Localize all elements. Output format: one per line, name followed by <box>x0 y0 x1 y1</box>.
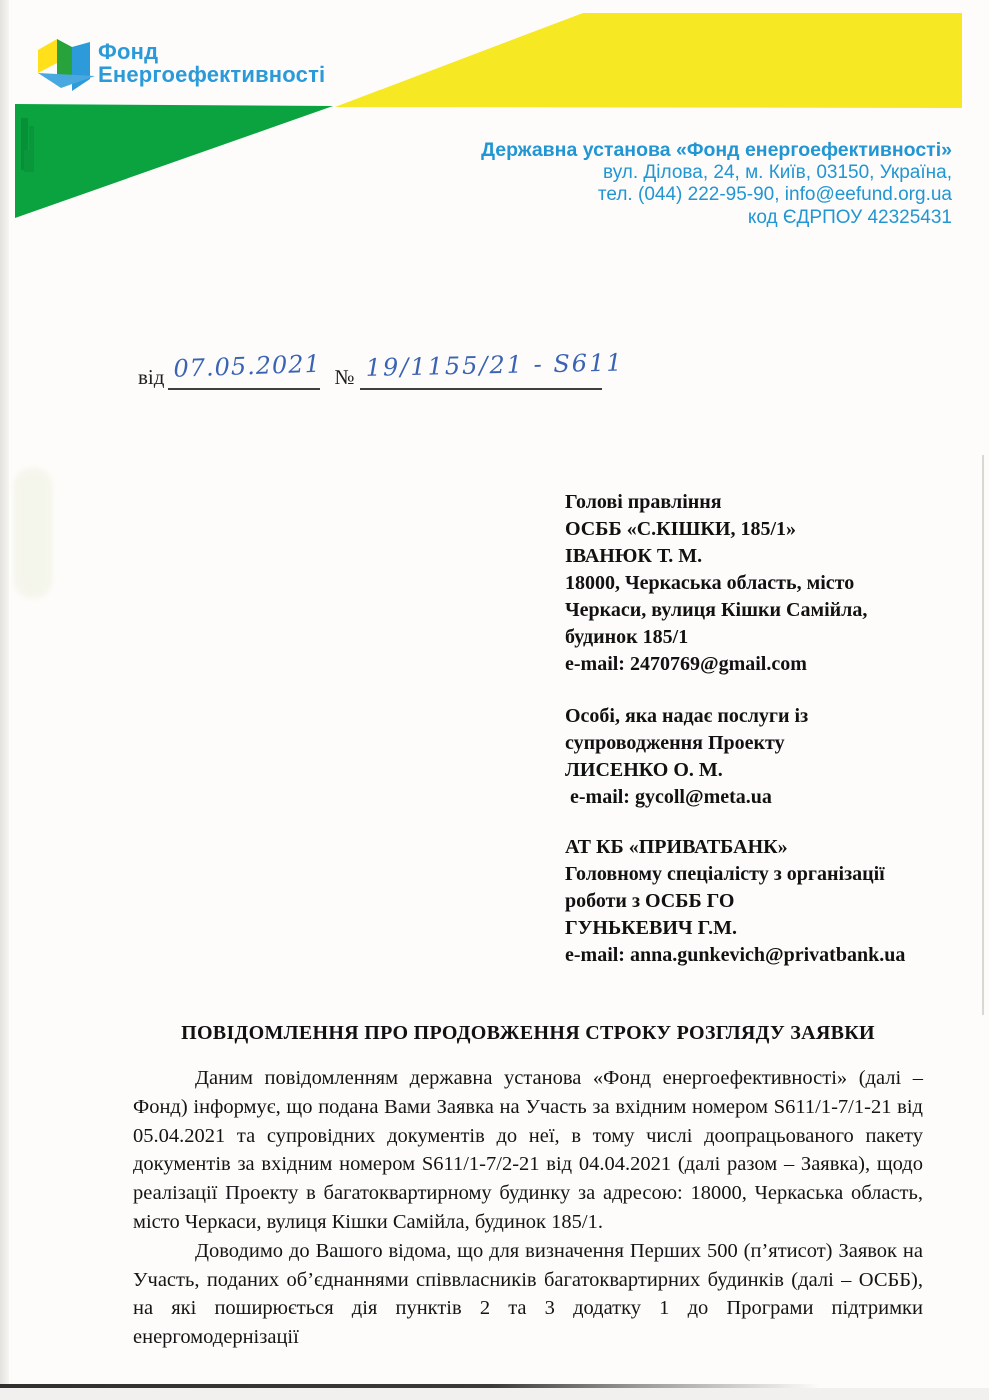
letter-title: ПОВІДОМЛЕННЯ ПРО ПРОДОВЖЕННЯ СТРОКУ РОЗГЛЯДУ ЗАЯВКИ <box>181 1022 875 1044</box>
recipient-block-privatbank <box>565 834 985 969</box>
scan-bottom-edge-line <box>0 1384 820 1388</box>
fund-logo-icon <box>25 32 103 96</box>
recipient-line: супроводження Проекту <box>565 732 785 754</box>
recipient-line: АТ КБ «ПРИВАТБАНК» <box>565 836 788 858</box>
org-edrpou-code: код ЄДРПОУ 42325431 <box>747 206 952 228</box>
handwritten-date: 07.05.2021 <box>173 349 322 383</box>
body-paragraph-2: Доводимо до Вашого відома, що для визначення Перших 500 (п’ятисот) Заявок на Участь, поданих об’єднаннями співвласників багатоквартирних будинків (далі – ОСББ), на які поширюється дія пунктів 2 та 3 додатку 1 до Програми підтримки енергомодернізації <box>133 1239 923 1349</box>
yellow-banner-wedge <box>335 13 962 108</box>
recipient-block-osbb <box>565 489 985 678</box>
green-banner-wedge <box>15 104 333 218</box>
recipient-line: ЛИСЕНКО О. М. <box>565 759 723 781</box>
logo-word-1: Фонд <box>98 39 159 64</box>
org-address: вул. Ділова, 24, м. Київ, 03150, Україна, <box>603 161 952 183</box>
scan-faint-smudge <box>14 468 52 598</box>
from-label: від <box>138 365 165 389</box>
org-phone-email: тел. (044) 222-95-90, info@eefund.org.ua <box>597 184 952 205</box>
scan-bottom-strip <box>0 1388 989 1400</box>
recipient-line: Головному спеціалісту з організації <box>565 863 885 885</box>
number-label: № <box>334 365 355 389</box>
scan-left-edge-shadow <box>0 0 9 1400</box>
date-field <box>168 349 322 390</box>
recipient-line: Особі, яка надає послуги із <box>565 705 809 727</box>
body-paragraph-1: Даним повідомленням державна установа «Фонд енергоефективності» (далі – Фонд) інформує, що подана Вами Заявка на Участь за вхідним номером S611/1-7/1-21 від 05.04.2021 та супровідних документів до неї, в тому числі доопрацьованого пакету документів за вхідним номером S611/1-7/2-21 від 04.04.2021 (далі разом – Заявка), щодо реалізації Проекту в багатоквартирному будинку за адресою: 18000, Черкаська область, місто Черкаси, вулиця Кішки Самійла, будинок 185/1. <box>133 1067 923 1233</box>
header-contact-block <box>481 139 952 229</box>
handwritten-number: 19/1155/21 - S611 <box>365 348 625 382</box>
recipient-line: e-mail: 2470769@gmail.com <box>565 653 807 675</box>
letter-body <box>133 1064 923 1352</box>
scan-right-edge-line <box>982 455 984 1015</box>
recipient-line: ОСББ «С.КІШКИ, 185/1» <box>565 518 796 540</box>
recipient-line: будинок 185/1 <box>565 626 689 648</box>
number-field <box>360 348 625 390</box>
recipient-line: e-mail: anna.gunkevich@privatbank.ua <box>565 944 906 966</box>
reference-line <box>138 348 625 396</box>
recipient-line: Голові правління <box>565 491 722 513</box>
recipient-line: ГУНЬКЕВИЧ Г.М. <box>565 917 737 939</box>
recipient-line: роботи з ОСББ ГО <box>565 890 735 912</box>
scan-smudge-on-green <box>21 118 34 172</box>
recipient-line: ІВАНЮК Т. М. <box>565 545 703 567</box>
org-name: Державна установа «Фонд енергоефективності» <box>481 139 952 161</box>
recipient-line: Черкаси, вулиця Кішки Самійла, <box>565 599 868 621</box>
logo-word-2: Енергоефективності <box>98 62 326 87</box>
recipient-line: e-mail: gycoll@meta.ua <box>570 786 772 808</box>
fund-logo-wordmark <box>98 40 325 86</box>
recipient-block-support-person <box>565 703 985 811</box>
recipient-line: 18000, Черкаська область, місто <box>565 572 855 594</box>
